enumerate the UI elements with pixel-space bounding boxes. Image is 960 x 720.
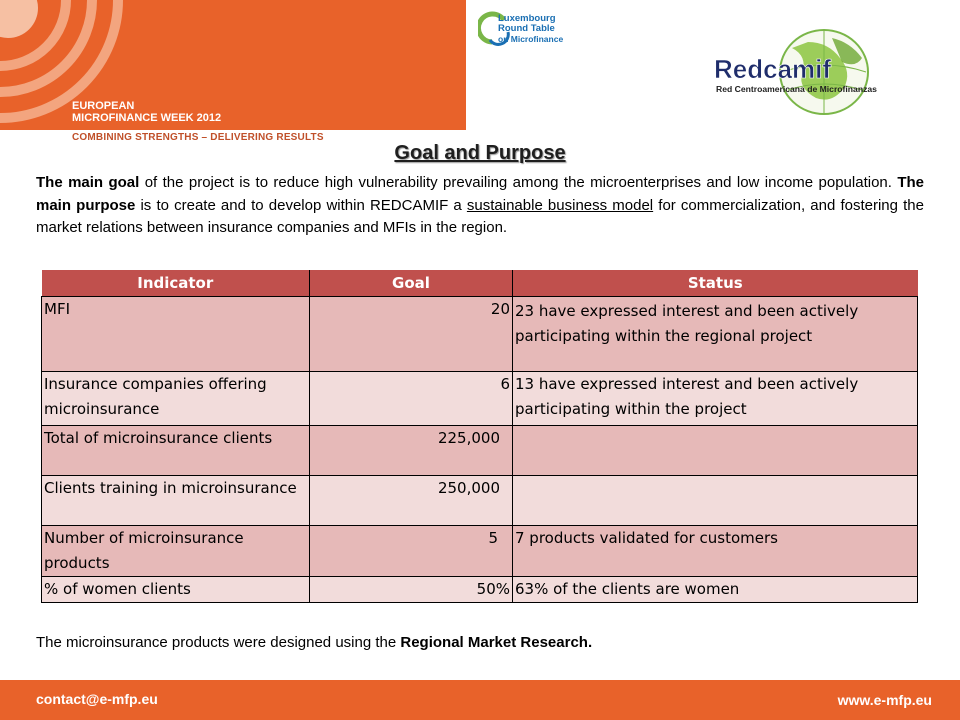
business-model-text: sustainable business model	[466, 196, 654, 214]
arc-graphic	[0, 0, 466, 130]
footnote	[36, 634, 592, 651]
indicator-table	[41, 270, 918, 603]
redcamif-wordmark: Redcamif	[714, 54, 832, 84]
footnote-bold: Regional Market Research.	[400, 634, 593, 651]
indicator-cell: % of women clients	[42, 577, 310, 603]
intro-text-1: of the project is to reduce high vulnerability prevailing among the microenterprises and low income population.	[139, 174, 898, 191]
indicator-cell: Insurance companies offering microinsurance	[42, 372, 310, 426]
goal-cell: 6	[310, 372, 513, 426]
header-status: Status	[513, 270, 918, 297]
main-goal-label: The main goal	[36, 174, 140, 191]
table-row	[42, 297, 918, 372]
website-link[interactable]: www.e-mfp.eu	[837, 692, 932, 708]
indicator-cell: Number of microinsurance products	[42, 526, 310, 577]
header-goal: Goal	[310, 270, 513, 297]
contact-email[interactable]: contact@e-mfp.eu	[36, 691, 158, 707]
main-purpose-label: The main purpose	[36, 174, 924, 214]
header-banner	[0, 0, 466, 130]
lrt-line-3: on Microfinance	[498, 34, 564, 44]
goal-cell: 50%	[310, 577, 513, 603]
status-cell: 63% of the clients are women	[513, 577, 918, 603]
event-tagline: COMBINING STRENGTHS – DELIVERING RESULTS	[72, 132, 324, 143]
table-row	[42, 526, 918, 577]
status-cell: 23 have expressed interest and been actively participating within the regional project	[513, 297, 918, 372]
status-cell: 7 products validated for customers	[513, 526, 918, 577]
table-header-row	[42, 270, 918, 297]
indicator-cell: Total of microinsurance clients	[42, 426, 310, 476]
status-cell	[513, 476, 918, 526]
goal-cell: 225,000	[310, 426, 513, 476]
lrt-line-1: Luxembourg	[498, 13, 556, 24]
intro-paragraph	[36, 172, 924, 240]
page-title: Goal and Purpose	[394, 142, 566, 164]
event-line-2: MICROFINANCE WEEK 2012	[72, 112, 222, 124]
indicator-cell: Clients training in microinsurance	[42, 476, 310, 526]
indicator-cell: MFI	[42, 297, 310, 372]
lrt-logo-text	[498, 14, 563, 44]
table-row	[42, 372, 918, 426]
redcamif-logo	[712, 28, 922, 120]
intro-text-3: for commercialization, and fostering the market relations between insurance companies and MFIs in the region.	[36, 196, 924, 236]
event-line-1: EUROPEAN	[72, 100, 135, 112]
goal-cell: 5	[310, 526, 513, 577]
intro-text-2: is to create and to develop within REDCAMIF a	[135, 196, 467, 214]
footnote-text: The microinsurance products were designed using the	[36, 634, 401, 651]
footer-bar	[0, 680, 960, 720]
goal-cell: 250,000	[310, 476, 513, 526]
table-row	[42, 476, 918, 526]
redcamif-subtitle: Red Centroamericana de Microfinanzas	[716, 84, 877, 94]
header-indicator: Indicator	[42, 270, 310, 297]
lrt-line-2: Round Table	[498, 23, 555, 34]
table-row	[42, 426, 918, 476]
status-cell	[513, 426, 918, 476]
goal-cell: 20	[310, 297, 513, 372]
table-row	[42, 577, 918, 603]
status-cell: 13 have expressed interest and been actively participating within the project	[513, 372, 918, 426]
event-name	[72, 100, 221, 124]
